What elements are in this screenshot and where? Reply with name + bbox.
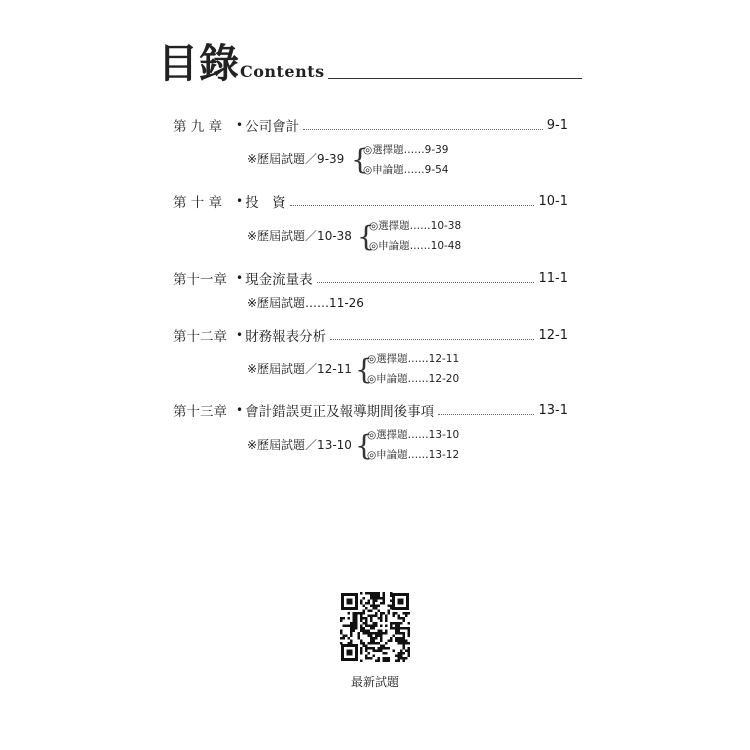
chapter-page: 13-1	[538, 402, 568, 418]
exam-label[interactable]: ※歷屆試題／13-10	[247, 438, 352, 452]
exam-option-choice[interactable]: ◎選擇題……12-11	[367, 353, 460, 365]
chapter-number: 第 九 章	[173, 119, 223, 135]
dot-leader	[330, 331, 534, 340]
qr-code-icon[interactable]	[340, 592, 410, 662]
chapter-title: 投 資	[245, 195, 286, 211]
toc-chapter-11[interactable]	[173, 268, 568, 288]
page-subtitle: Contents	[240, 62, 325, 81]
toc-chapter-12[interactable]	[173, 325, 568, 345]
chapter-number: 第 十 章	[173, 195, 223, 211]
exam-label[interactable]: ※歷屆試題／9-39	[247, 152, 345, 166]
toc-exams-10	[247, 216, 547, 256]
toc-chapter-10[interactable]	[173, 191, 568, 211]
chapter-title: 財務報表分析	[245, 329, 327, 345]
toc-exams-9	[247, 140, 547, 180]
toc-chapter-9[interactable]	[173, 115, 568, 135]
chapter-number: 第十一章	[173, 272, 227, 288]
exam-option-choice[interactable]: ◎選擇題……13-10	[367, 429, 460, 441]
chapter-bullet: •	[236, 194, 244, 208]
exam-option-essay[interactable]: ◎申論題……12-20	[367, 373, 460, 385]
qr-caption: 最新試題	[350, 675, 399, 689]
chapter-page: 10-1	[538, 193, 568, 209]
chapter-title: 公司會計	[245, 119, 300, 135]
exam-option-essay[interactable]: ◎申論題……9-54	[363, 164, 449, 176]
exam-label[interactable]: ※歷屆試題……11-26	[247, 296, 364, 310]
toc-exams-12	[247, 349, 547, 389]
brace: {	[351, 143, 369, 176]
chapter-page: 12-1	[538, 327, 568, 343]
dot-leader	[438, 406, 534, 415]
toc-exams-13	[247, 425, 547, 465]
chapter-page: 9-1	[546, 117, 568, 133]
exam-option-choice[interactable]: ◎選擇題……10-38	[369, 220, 462, 232]
exam-option-choice[interactable]: ◎選擇題……9-39	[363, 144, 449, 156]
chapter-number: 第十三章	[173, 404, 227, 420]
chapter-bullet: •	[236, 271, 244, 285]
toc-chapter-13[interactable]	[173, 400, 568, 420]
header-rule	[328, 78, 582, 79]
exam-option-essay[interactable]: ◎申論題……10-48	[369, 240, 462, 252]
chapter-number: 第十二章	[173, 329, 227, 345]
exam-option-essay[interactable]: ◎申論題……13-12	[367, 449, 460, 461]
dot-leader	[290, 197, 535, 206]
chapter-bullet: •	[236, 328, 244, 342]
chapter-bullet: •	[236, 118, 244, 132]
brace: {	[355, 353, 373, 386]
brace: {	[355, 429, 373, 462]
page-title: 目錄	[158, 40, 240, 87]
brace: {	[357, 220, 375, 253]
dot-leader	[317, 274, 535, 283]
chapter-bullet: •	[236, 403, 244, 417]
dot-leader	[303, 121, 543, 130]
exam-label[interactable]: ※歷屆試題／12-11	[247, 362, 352, 376]
chapter-page: 11-1	[538, 270, 568, 286]
exam-label[interactable]: ※歷屆試題／10-38	[247, 229, 352, 243]
chapter-title: 會計錯誤更正及報導期間後事項	[245, 404, 435, 420]
page-header	[158, 40, 584, 90]
chapter-title: 現金流量表	[245, 272, 313, 288]
